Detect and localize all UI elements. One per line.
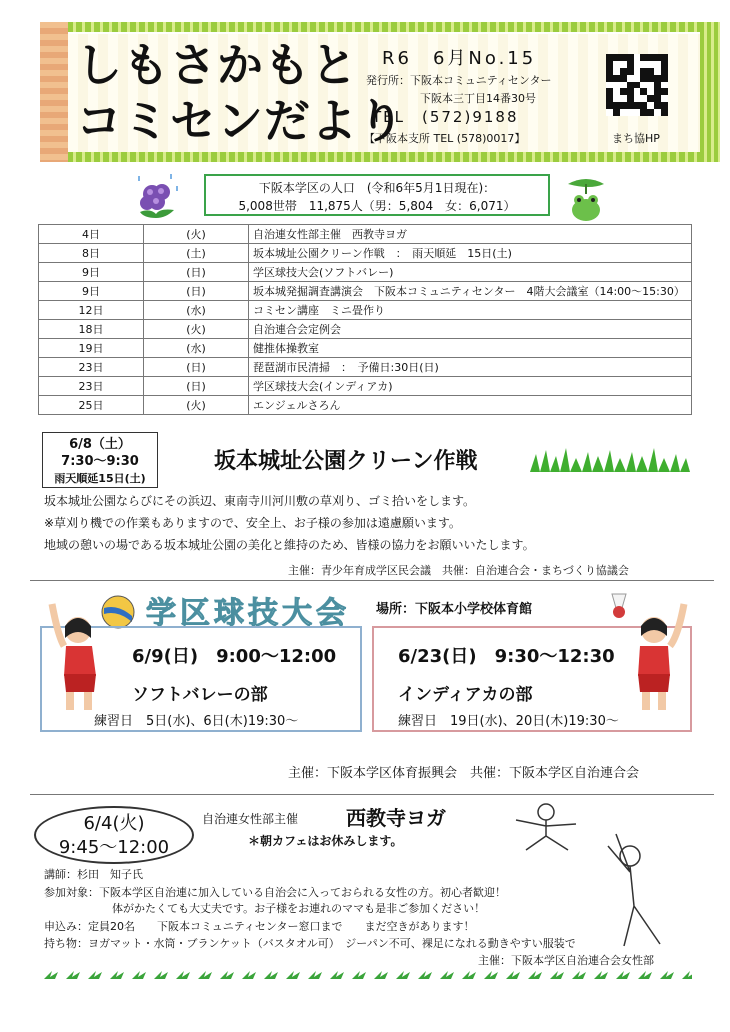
banner-stripe-right [700, 22, 720, 162]
issue-number: R6 6月No.15 [382, 48, 537, 69]
cleanup-title: 坂本城址公園クリーン作戦 [214, 449, 478, 474]
schedule-weekday: (水) [144, 339, 249, 358]
yoga-host: 自治連女性部主催 [202, 812, 299, 826]
table-row [39, 396, 692, 415]
population-box [204, 174, 550, 216]
schedule-day: 4日 [39, 225, 144, 244]
schedule-event: 学区球技大会(ソフトバレー) [249, 263, 692, 282]
table-row [39, 377, 692, 396]
softvolley-name: ソフトバレーの部 [132, 685, 268, 705]
schedule-day: 19日 [39, 339, 144, 358]
cleanup-rain-date: 雨天順延15日(土) [54, 472, 146, 485]
schedule-weekday: (日) [144, 358, 249, 377]
publisher: 発行所：下阪本コミュニティセンター [366, 74, 552, 87]
table-row [39, 358, 692, 377]
address: 下阪本三丁目14番30号 [420, 92, 536, 105]
schedule-day: 23日 [39, 358, 144, 377]
schedule-event: 琵琶湖市民清掃 ： 予備日:30日(日) [249, 358, 692, 377]
schedule-day: 25日 [39, 396, 144, 415]
yoga-target2: 体がかたくても大丈夫です。お子様をお連れのママも是非ご参加ください！ [112, 902, 486, 915]
volleyball-player-icon [44, 596, 114, 716]
schedule-event: 健推体操教室 [249, 339, 692, 358]
yoga-apply: 申込み：定員20名 下阪本コミュニティセンター窓口まで まだ空きがあります！ [44, 920, 475, 933]
schedule-weekday: (火) [144, 396, 249, 415]
schedule-day: 8日 [39, 244, 144, 263]
softvolley-date: 6/9(日) 9:00～12:00 [132, 646, 337, 667]
banner-border-top [40, 22, 720, 32]
table-row [39, 320, 692, 339]
sports-venue: 場所：下阪本小学校体育館 [376, 602, 533, 617]
softvolley-practice: 練習日 5日(水)、6日(木)19:30～ [94, 714, 299, 729]
schedule-day: 23日 [39, 377, 144, 396]
table-row [39, 301, 692, 320]
qr-label: まち協HP [612, 132, 660, 145]
newsletter-title-line1: しもさかもと [76, 38, 358, 92]
yoga-bring: 持ち物：ヨガマット・水筒・ブランケット（バスタオル可） ジーパン不可、裸足になれる動きやすい服装で [44, 937, 576, 950]
schedule-event: コミセン講座 ミニ畳作り [249, 301, 692, 320]
table-row [39, 282, 692, 301]
qr-code-icon[interactable] [606, 54, 668, 116]
cleanup-organizer: 主催：青少年育成学区民会議 共催：自治連合会・まちづくり協議会 [288, 564, 629, 577]
yoga-date: 6/4(火) [83, 813, 145, 834]
schedule-weekday: (日) [144, 282, 249, 301]
grass-icon [530, 446, 690, 472]
schedule-weekday: (火) [144, 320, 249, 339]
table-row [39, 225, 692, 244]
cleanup-line2: ※草刈り機での作業もありますので、安全上、お子様の参加は遠慮願います。 [44, 516, 461, 530]
cleanup-date: 6/8（土） [69, 437, 131, 452]
yoga-note: ＊朝カフェはお休みします。 [248, 834, 403, 848]
banner-stripe-left [40, 22, 68, 162]
banner-border-bottom [40, 152, 720, 162]
cleanup-line3: 地域の憩いの場である坂本城址公園の美化と維持のため、皆様の協力をお願いいたします。 [44, 538, 535, 552]
schedule-weekday: (火) [144, 225, 249, 244]
table-row [39, 244, 692, 263]
yoga-target1: 参加対象：下阪本学区自治連に加入している自治会に入っておられる女性の方。初心者歓迎！ [44, 886, 506, 899]
indiaca-player-icon [616, 596, 692, 716]
branch-telephone: 【下阪本支所 TEL (578)0017】 [364, 132, 526, 145]
schedule-day: 9日 [39, 282, 144, 301]
cleanup-time: 7:30～9:30 [61, 454, 139, 469]
schedule-weekday: (水) [144, 301, 249, 320]
indiaca-name: インディアカの部 [398, 685, 533, 705]
hydrangea-icon [130, 172, 186, 222]
schedule-event: 自治連女性部主催 西教寺ヨガ [249, 225, 692, 244]
newsletter-title-line2: コミセンだより [76, 94, 405, 148]
schedule-event: 坂本城発掘調査講演会 下阪本コミュニティセンター 4階大会議室（14:00～15:30） [249, 282, 692, 301]
frog-icon [562, 176, 610, 224]
cleanup-date-box [42, 432, 158, 488]
frog-stretch-icon [600, 826, 690, 956]
schedule-weekday: (日) [144, 263, 249, 282]
table-row [39, 339, 692, 358]
schedule-event: 坂本城址公園クリーン作戦 ： 雨天順延 15日(土) [249, 244, 692, 263]
table-row [39, 263, 692, 282]
yoga-teacher: 講師：杉田 知子氏 [44, 868, 143, 881]
population-line2: 5,008世帯 11,875人（男：5,804 女：6,071） [238, 199, 516, 213]
telephone: TEL (572)9188 [372, 108, 519, 126]
yoga-title: 西教寺ヨガ [346, 806, 446, 830]
yoga-organizer: 主催：下阪本学区自治連合会女性部 [478, 954, 654, 967]
schedule-event: エンジェルさろん [249, 396, 692, 415]
yoga-time: 9:45～12:00 [58, 837, 170, 858]
schedule-day: 9日 [39, 263, 144, 282]
indiaca-date: 6/23(日) 9:30～12:30 [398, 646, 615, 667]
frog-yoga-icon [506, 800, 586, 854]
schedule-event: 学区球技大会(インディアカ) [249, 377, 692, 396]
divider [30, 580, 714, 581]
indiaca-practice: 練習日 19日(水)、20日(木)19:30～ [398, 714, 619, 729]
schedule-day: 12日 [39, 301, 144, 320]
population-line1: 下阪本学区の人口 (令和6年5月1日現在)： [258, 181, 496, 195]
sports-organizer: 主催：下阪本学区体育振興会 共催：下阪本学区自治連合会 [288, 766, 640, 781]
schedule-event: 自治連合会定例会 [249, 320, 692, 339]
grass-border-icon [42, 968, 692, 980]
schedule-day: 18日 [39, 320, 144, 339]
divider [30, 794, 714, 795]
schedule-weekday: (土) [144, 244, 249, 263]
sports-title: 学区球技大会 [146, 596, 350, 631]
yoga-date-oval [34, 806, 194, 864]
schedule-table [38, 224, 692, 415]
cleanup-line1: 坂本城址公園ならびにその浜辺、東南寺川河川敷の草刈り、ゴミ拾いをします。 [44, 494, 476, 508]
schedule-weekday: (日) [144, 377, 249, 396]
